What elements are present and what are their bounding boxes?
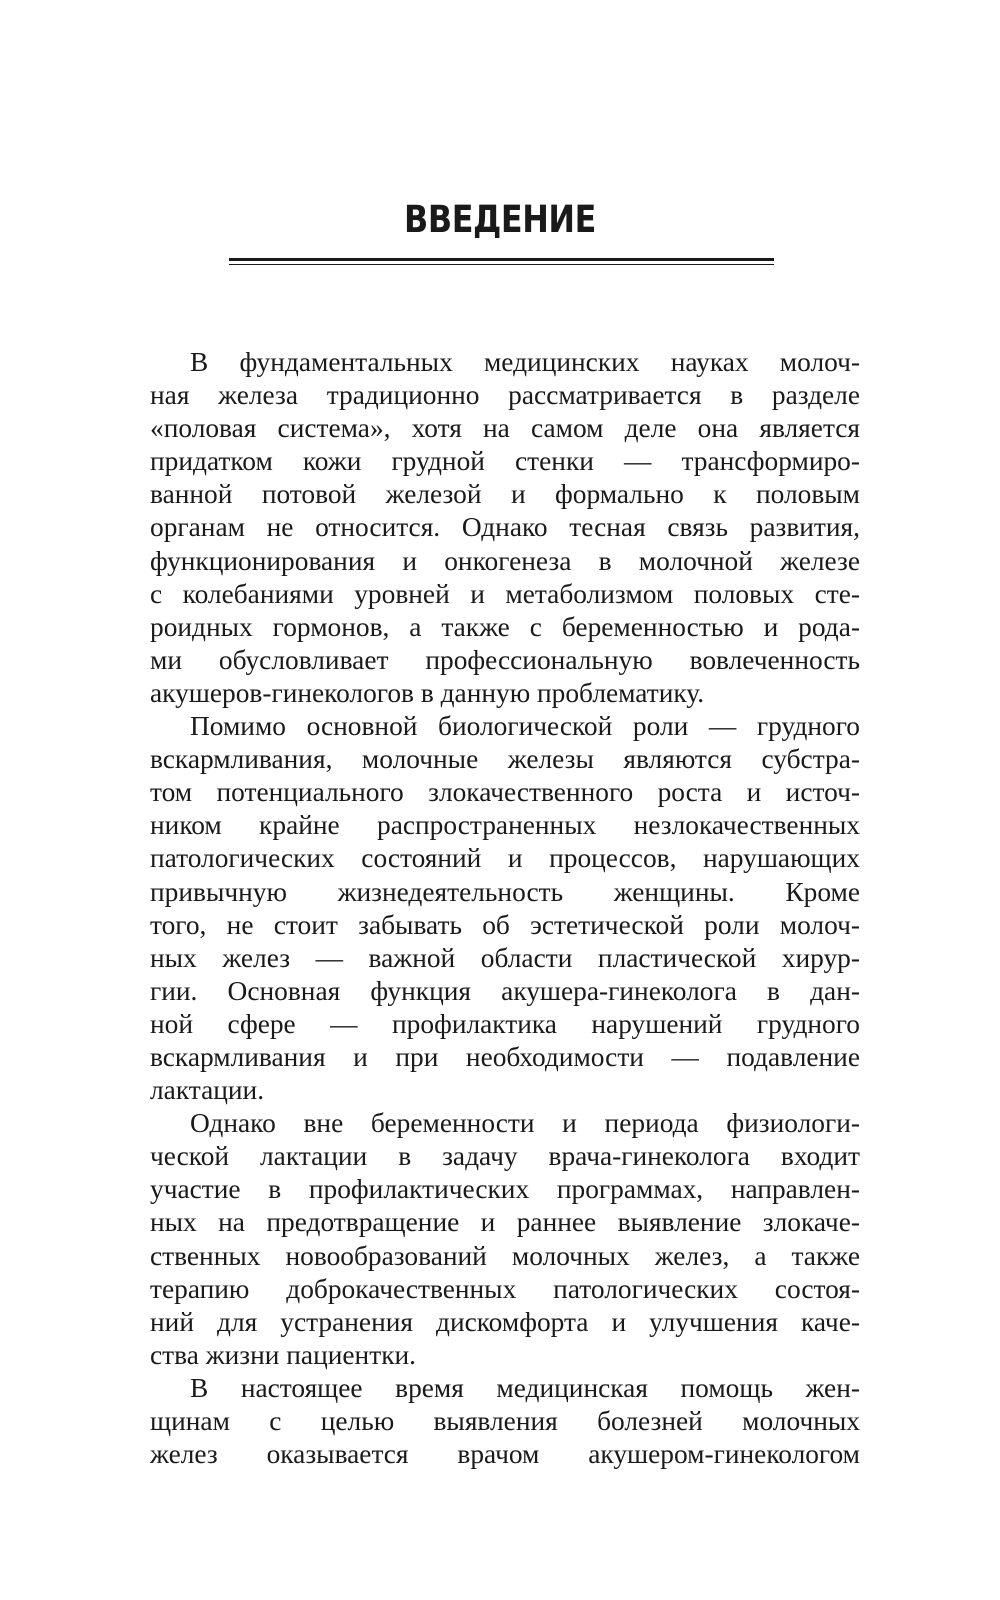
text-line: ная железа традиционно рассматривается в разделе <box>150 380 860 411</box>
body-text <box>150 346 860 1471</box>
text-line: ной сфере — профилактика нарушений грудного <box>150 1008 860 1039</box>
text-line: акушеров-гинекологов в данную проблематику. <box>150 677 705 708</box>
text-line: ства жизни пациентки. <box>150 1339 417 1370</box>
paragraph <box>150 1107 860 1372</box>
text-line: с колебаниями уровней и метаболизмом половых сте- <box>150 578 860 609</box>
text-line: вскармливания и при необходимости — подавление <box>150 1041 860 1072</box>
text-line: терапию доброкачественных патологических состоя- <box>150 1273 860 1304</box>
text-line: ми обусловливает профессиональную вовлеченность <box>150 644 860 675</box>
text-line: ником крайне распространенных незлокачественных <box>150 810 860 841</box>
text-line: вскармливания, молочные железы являются субстра- <box>150 744 860 775</box>
paragraph <box>150 346 860 710</box>
title-rule <box>229 258 774 265</box>
text-line: органам не относится. Однако тесная связь развития, <box>150 512 860 543</box>
text-line: ных желез — важной области пластической хирур- <box>150 942 860 973</box>
text-line: ных на предотвращение и раннее выявление злокаче- <box>150 1207 860 1238</box>
text-line: щинам с целью выявления болезней молочных <box>150 1406 860 1436</box>
text-line: участие в профилактических программах, направлен- <box>150 1174 860 1205</box>
text-line: Однако вне беременности и периода физиологи- <box>190 1108 860 1139</box>
text-line: ческой лактации в задачу врача-гинеколога входит <box>150 1141 860 1172</box>
text-line: ственных новообразований молочных желез, а также <box>150 1240 860 1271</box>
text-line: желез оказывается врачом акушером-гинекологом <box>150 1439 860 1470</box>
text-line: ний для устранения дискомфорта и улучшения каче- <box>150 1306 860 1337</box>
text-line: Помимо основной биологической роли — грудного <box>190 711 860 742</box>
paragraph <box>150 1372 860 1471</box>
text-line: В фундаментальных медицинских науках молоч- <box>190 347 860 377</box>
text-line: того, не стоит забывать об эстетической роли молоч- <box>150 909 860 940</box>
text-line: роидных гормонов, а также с беременностью и рода- <box>150 611 860 642</box>
text-line: лактации. <box>150 1075 265 1106</box>
text-line: В настоящее время медицинская помощь жен- <box>190 1372 860 1403</box>
text-line: патологических состояний и процессов, нарушающих <box>150 843 860 874</box>
text-line: функционирования и онкогенеза в молочной железе <box>150 545 860 576</box>
text-line: том потенциального злокачественного роста и источ- <box>150 777 860 808</box>
text-line: ванной потовой железой и формально к половым <box>150 479 860 510</box>
text-line: «половая система», хотя на самом деле она является <box>150 413 860 444</box>
text-line: гии. Основная функция акушера-гинеколога в дан- <box>150 975 860 1006</box>
text-line: привычную жизнедеятельность женщины. Кроме <box>150 876 860 907</box>
paragraph <box>150 710 860 1107</box>
page-title: ВВЕДЕНИЕ <box>404 198 596 241</box>
text-line: придатком кожи грудной стенки — трансформиро- <box>150 446 860 477</box>
